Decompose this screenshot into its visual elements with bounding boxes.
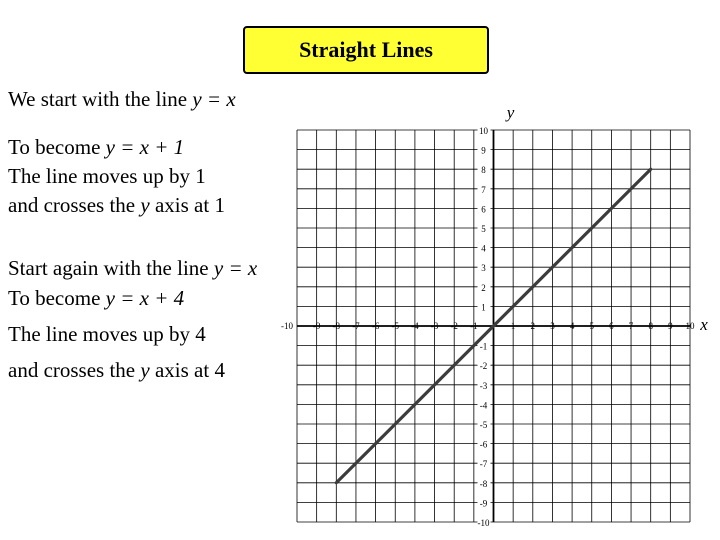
x-tick-label: 7 xyxy=(628,321,634,331)
x-tick-label: -2 xyxy=(450,321,458,331)
x-tick-label: 1 xyxy=(510,321,516,331)
x-tick-label: 8 xyxy=(648,321,653,331)
equation-y-x-2: y = x xyxy=(213,256,258,280)
axis-at-text: axis at 1 xyxy=(149,193,225,217)
start-again-text: Start again with the line xyxy=(8,256,214,280)
moves-up-1: The line moves up by 1 xyxy=(8,164,206,188)
page-title: Straight Lines xyxy=(299,37,433,62)
y-tick-label: 5 xyxy=(481,224,486,234)
x-tick-label: -3 xyxy=(430,321,439,331)
crosses-text-2: and crosses the xyxy=(8,358,141,382)
y-variable: y xyxy=(140,193,150,217)
moves-up-4: The line moves up by 4 xyxy=(8,322,206,346)
y-tick-label: 4 xyxy=(481,243,486,254)
y-tick-label: 7 xyxy=(481,184,486,195)
y-tick-label: -9 xyxy=(479,498,488,509)
y-tick-label: 6 xyxy=(481,204,486,215)
x-tick-label: 4 xyxy=(569,321,575,331)
equation-y-x-plus-4: y = x + 4 xyxy=(105,286,185,310)
x-tick-label: -4 xyxy=(411,321,419,331)
x-tick-label: 9 xyxy=(668,321,673,331)
x-tick-label: -8 xyxy=(332,321,341,331)
y-tick-label: -2 xyxy=(479,361,488,372)
intro-text: We start with the line xyxy=(8,87,193,111)
crosses-text: and crosses the xyxy=(8,193,141,217)
x-tick-label: 2 xyxy=(530,321,536,331)
y-tick-label: 2 xyxy=(481,282,486,293)
axis-at-text-2: axis at 4 xyxy=(149,358,225,382)
become-text: To become xyxy=(8,135,106,159)
y-tick-label: -3 xyxy=(479,380,488,391)
x-tick-label: -6 xyxy=(371,321,380,331)
x-tick-label: 6 xyxy=(609,321,614,331)
y-tick-label: 3 xyxy=(481,263,486,274)
y-tick-label: -1 xyxy=(479,341,488,352)
y-tick-label: -6 xyxy=(479,439,488,450)
y-tick-label: -7 xyxy=(479,459,488,470)
y-axis-label: y xyxy=(506,103,515,122)
y-tick-label: 8 xyxy=(481,165,486,176)
y-tick-label: 1 xyxy=(481,302,486,313)
equation-y-x: y = x xyxy=(192,87,236,111)
y-variable-2: y xyxy=(140,358,150,382)
x-axis-label: x xyxy=(700,315,708,334)
y-tick-label: 10 xyxy=(479,126,488,136)
y-tick-label: -5 xyxy=(479,420,488,430)
x-tick-label: -7 xyxy=(352,321,360,331)
x-tick-label: 3 xyxy=(550,321,555,331)
y-tick-label: -8 xyxy=(479,478,488,489)
y-tick-label: -10 xyxy=(477,518,490,528)
equation-y-x-plus-1: y = x + 1 xyxy=(105,135,185,159)
y-tick-label: -4 xyxy=(479,400,488,411)
x-tick-label: 5 xyxy=(589,321,594,331)
y-tick-label: 9 xyxy=(481,145,486,156)
x-tick-label: -10 xyxy=(281,321,293,331)
x-tick-label: -1 xyxy=(470,321,478,331)
x-tick-label: 10 xyxy=(685,321,695,331)
x-tick-label: -5 xyxy=(391,321,399,331)
become-text-2: To become xyxy=(8,286,106,310)
x-tick-label: -9 xyxy=(312,321,321,331)
